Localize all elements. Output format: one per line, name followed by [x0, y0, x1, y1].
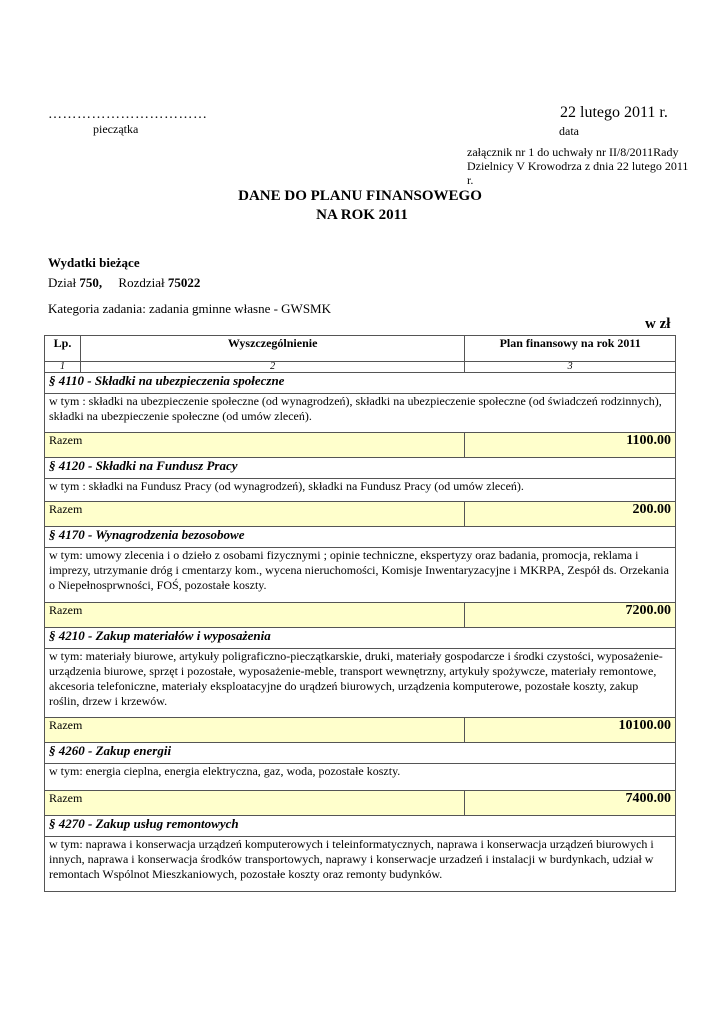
document-title: [0, 187, 724, 225]
paragraph-description: w tym : składki na ubezpieczenie społeczne (od wynagrodzeń), składki na ubezpieczenie społeczne (od świadczeń rodzinnych), składki na ubezpieczenie społeczne (od umów zleceń).: [45, 394, 676, 433]
razem-row: [45, 718, 676, 743]
financial-plan-table: [44, 335, 676, 892]
paragraph-title: § 4110 - Składki na ubezpieczenia społeczne: [45, 373, 676, 394]
paragraph-desc-row: [45, 479, 676, 502]
document-date: 22 lutego 2011 r.: [560, 104, 668, 121]
paragraph-description: w tym: umowy zlecenia i o dzieło z osobami fizycznymi ; opinie techniczne, ekspertyzy oraz badania, promocja, reklama i imprezy, utrzymanie dróg i cmentarzy kom., wycena nieruchomości, Komisje Inwentaryzacyjne i MKRPA, Zespół ds. Orzekania o Niepełnosprwności, FOŚ, pozostałe koszty.: [45, 548, 676, 603]
paragraph-description: w tym : składki na Fundusz Pracy (od wynagrodzeń), składki na Fundusz Pracy (od umów zleceń).: [45, 479, 676, 502]
razem-amount: 1100.00: [465, 433, 676, 458]
stamp-label: pieczątka: [93, 122, 139, 136]
title-line-1: DANE DO PLANU FINANSOWEGO: [238, 188, 482, 204]
header-lp: Lp.: [45, 336, 81, 362]
table-header-row: [45, 336, 676, 362]
razem-row: [45, 791, 676, 816]
paragraph-desc-row: [45, 649, 676, 718]
razem-label: Razem: [45, 502, 465, 527]
razem-label: Razem: [45, 718, 465, 743]
currency-unit: w zł: [645, 316, 671, 332]
paragraph-title-row: [45, 628, 676, 649]
razem-row: [45, 502, 676, 527]
paragraph-desc-row: [45, 837, 676, 892]
column-number-row: [45, 362, 676, 373]
razem-label: Razem: [45, 603, 465, 628]
paragraph-title: § 4260 - Zakup energii: [45, 743, 676, 764]
paragraph-desc-row: [45, 764, 676, 791]
column-number-3: 3: [465, 362, 676, 373]
razem-amount: 7400.00: [465, 791, 676, 816]
dzial-line: [48, 275, 200, 291]
razem-row: [45, 603, 676, 628]
paragraph-title-row: [45, 816, 676, 837]
paragraph-title: § 4210 - Zakup materiałów i wyposażenia: [45, 628, 676, 649]
title-line-2: NA ROK 2011: [316, 207, 408, 223]
paragraph-title: § 4120 - Składki na Fundusz Pracy: [45, 458, 676, 479]
paragraph-description: w tym: naprawa i konserwacja urządzeń komputerowych i teleinformatycznych, naprawa i konserwacja urządzeń biurowych i innych, naprawa i konserwacja środków transportowych, naprawy i konserwacje urzadzeń i instalacji w burdynkach, udział w remontach Wspólnot Mieszkaniowych, pozostałe koszty oraz remonty budynków.: [45, 837, 676, 892]
stamp-dotted-line: ……………………………: [48, 107, 208, 122]
paragraph-title-row: [45, 373, 676, 394]
paragraph-description: w tym: energia cieplna, energia elektryczna, gaz, woda, pozostałe koszty.: [45, 764, 676, 791]
paragraph-description: w tym: materiały biurowe, artykuły poligraficzno-pieczątkarskie, druki, materiały gospodarcze i środki czystości, wyposażenie-urządzenia biurowe, sprzęt i pozostałe, wyposażenie-meble, transport wewnętrzny, artykuły spożywcze, materiały remontowe, akcesoria telefoniczne, materiały eksploatacyjne do urądzeń biurowych, urządzenia komputerowe, pozostałe koszty, zakup roślin, drzew i krzewów.: [45, 649, 676, 718]
dzial-label: Dział: [48, 275, 77, 290]
annex-note: załącznik nr 1 do uchwały nr II/8/2011Rady Dzielnicy V Krowodrza z dnia 22 lutego 2011 r.: [467, 145, 689, 187]
paragraph-title: § 4170 - Wynagrodzenia bezosobowe: [45, 527, 676, 548]
paragraph-title-row: [45, 458, 676, 479]
section-title: Wydatki bieżące: [48, 255, 140, 270]
date-label: data: [559, 124, 579, 138]
dzial-number: 750,: [79, 275, 103, 290]
rozdzial-number: 75022: [167, 275, 201, 290]
header-plan: Plan finansowy na rok 2011: [465, 336, 676, 362]
razem-row: [45, 433, 676, 458]
header-description: Wyszczególnienie: [80, 336, 464, 362]
paragraph-desc-row: [45, 394, 676, 433]
paragraph-title: § 4270 - Zakup usług remontowych: [45, 816, 676, 837]
razem-label: Razem: [45, 791, 465, 816]
task-category: Kategoria zadania: zadania gminne własne - GWSMK: [48, 301, 332, 316]
razem-label: Razem: [45, 433, 465, 458]
razem-amount: 7200.00: [465, 603, 676, 628]
razem-amount: 200.00: [465, 502, 676, 527]
razem-amount: 10100.00: [465, 718, 676, 743]
column-number-1: 1: [45, 362, 81, 373]
rozdzial-label: Rozdział: [118, 275, 165, 290]
paragraph-title-row: [45, 743, 676, 764]
paragraph-title-row: [45, 527, 676, 548]
column-number-2: 2: [80, 362, 464, 373]
paragraph-desc-row: [45, 548, 676, 603]
